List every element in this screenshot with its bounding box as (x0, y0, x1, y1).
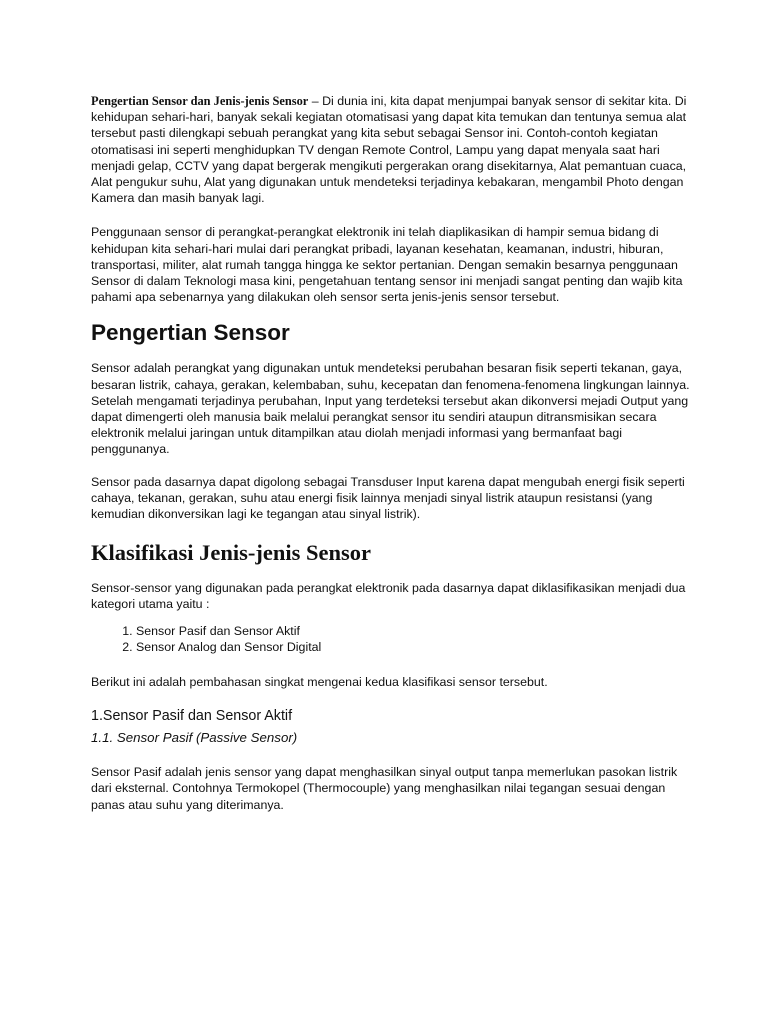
definition-paragraph: Sensor adalah perangkat yang digunakan untuk mendeteksi perubahan besaran fisik seperti tekanan, gaya, besaran listrik, cahaya, gerakan, kelembaban, suhu, kecepatan dan fenomena-fenomena lingkungan lainnya. Setelah mengamati terjadinya perubahan, Input yang terdeteksi tersebut akan dikonversi mejadi Output yang dapat dimengerti oleh manusia baik melalui perangkat sensor itu sendiri ataupun ditransmisikan secara elektronik melalui jaringan untuk ditampilkan atau diolah menjadi informasi yang bermanfaat bagi penggunanya. (91, 361, 690, 457)
subheading-pasif-aktif: 1.Sensor Pasif dan Sensor Aktif (91, 708, 293, 725)
classification-paragraph: Sensor-sensor yang digunakan pada perangkat elektronik pada dasarnya dapat diklasifikasikan menjadi dua kategori utama yaitu : (91, 581, 686, 612)
intro-lead: Pengertian Sensor dan Jenis-jenis Sensor (91, 94, 309, 108)
intro-paragraph-2: Penggunaan sensor di perangkat-perangkat elektronik ini telah diaplikasikan di hampir semua bidang di kehidupan kita sehari-hari mulai dari perangkat pribadi, layanan kesehatan, keamanan, industri, hiburan, transportasi, militer, alat rumah tangga hingga ke sektor pertanian. Dengan semakin besarnya penggunaan Sensor di dalam Teknologi masa kini, pengetahuan tentang sensor ini menjadi sangat penting dan wajib kita pahami apa sebenarnya yang dilakukan oleh sensor serta jenis-jenis sensor tersebut. (91, 225, 683, 305)
intro-text: – Di dunia ini, kita dapat menjumpai banyak sensor di sekitar kita. Di kehidupan sehari-hari, banyak sekali kegiatan otomatisasi yang dapat kita temukan dan tentunya semua alat tersebut pasti dilengkapi sebuah perangkat yang kita sebut sebagai Sensor ini. Contoh-contoh kegiatan otomatisasi ini seperti menghidupkan TV dengan Remote Control, Lampu yang dapat menyala saat hari menjadi gelap, CCTV yang dapat bergerak mengikuti pergerakan orang disekitarnya, Alat pemantuan cuaca, Alat pengukur suhu, Alat yang digunakan untuk mendeteksi terjadinya kebakaran, mengambil Photo dengan Kamera dan masih banyak lagi. (91, 94, 687, 206)
list-item: 2. Sensor Analog dan Sensor Digital (136, 639, 691, 655)
intro-paragraph (91, 93, 691, 206)
summary-paragraph: Berikut ini adalah pembahasan singkat mengenai kedua klasifikasi sensor tersebut. (91, 675, 548, 690)
classification-list (91, 623, 691, 655)
passive-sensor-paragraph: Sensor Pasif adalah jenis sensor yang dapat menghasilkan sinyal output tanpa memerlukan pasokan listrik dari eksternal. Contohnya Termokopel (Thermocouple) yang menghasilkan nilai tegangan sesuai dengan panas atau suhu yang diterimanya. (91, 765, 678, 812)
document-page (91, 93, 691, 813)
subheading-sensor-pasif: 1.1. Sensor Pasif (Passive Sensor) (91, 730, 298, 746)
heading-pengertian-sensor: Pengertian Sensor (91, 320, 290, 346)
list-item: 1. Sensor Pasif dan Sensor Aktif (136, 623, 691, 639)
transducer-paragraph: Sensor pada dasarnya dapat digolong sebagai Transduser Input karena dapat mengubah energi fisik seperti cahaya, tekanan, gerakan, suhu atau energi fisik lainnya menjadi sinyal listrik ataupun resistansi (yang kemudian dikonversikan lagi ke tegangan atau sinyal listrik). (91, 474, 685, 522)
heading-klasifikasi: Klasifikasi Jenis-jenis Sensor (91, 540, 372, 566)
